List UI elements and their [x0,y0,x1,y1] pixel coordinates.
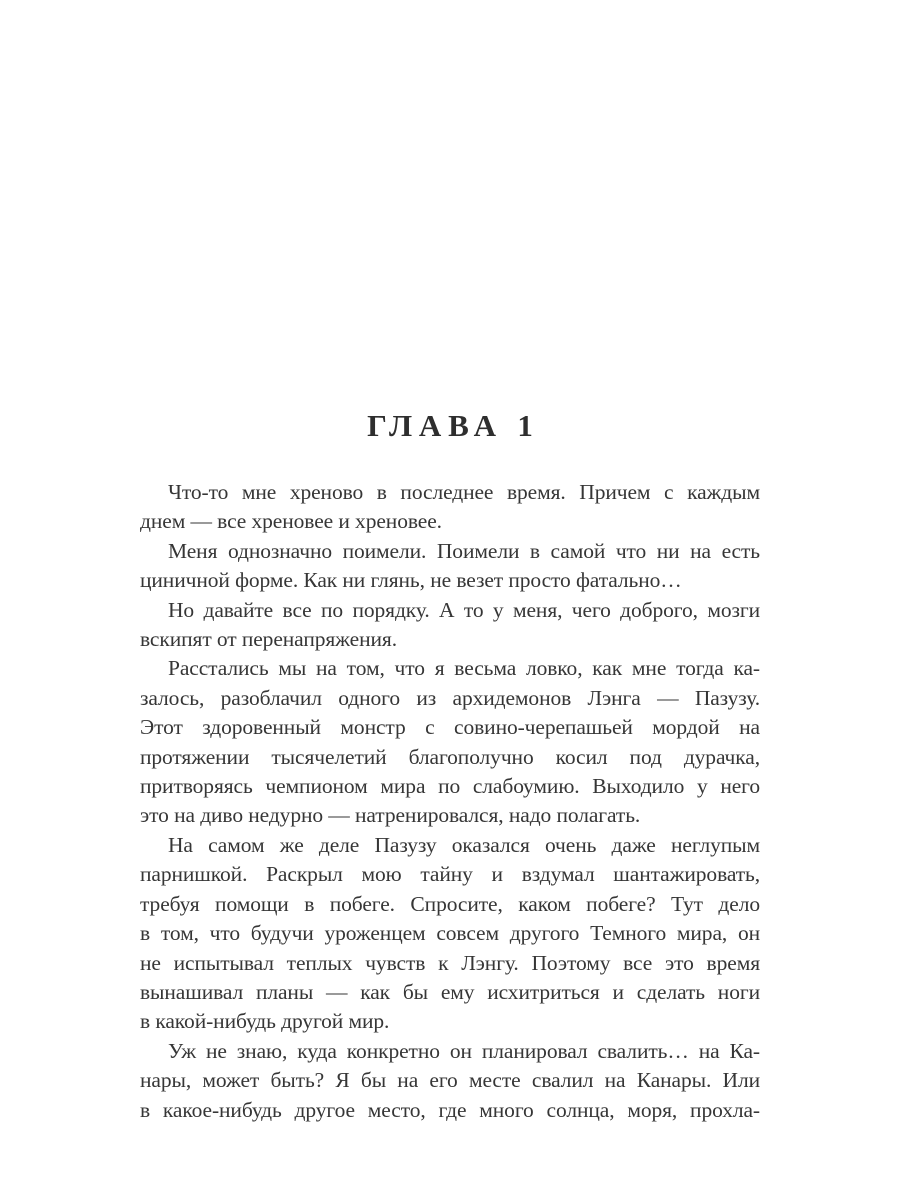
paragraph [140,654,760,830]
text-line: Этот здоровенный монстр с совино-черепашьей мордой на [140,715,760,740]
chapter-heading: ГЛАВА 1 [367,408,540,443]
text-line: парнишкой. Раскрыл мою тайну и вздумал шантажировать, [140,862,760,887]
text-line: Расстались мы на том, что я весьма ловко, как мне тогда ка- [168,656,760,681]
text-line: притворяясь чемпионом мира по слабоумию. Выходило у него [140,774,760,799]
text-line: требуя помощи в побеге. Спросите, каком побеге? Тут дело [140,891,760,916]
chapter-text [140,478,760,1125]
paragraph [140,596,760,655]
text-line: Меня однозначно поимели. Поимели в самой что ни на есть [168,538,760,563]
text-line: в какой-нибудь другой мир. [140,1009,390,1034]
text-line: протяжении тысячелетий благополучно косил под дурачка, [140,744,760,769]
text-line: Что-то мне хреново в последнее время. Причем с каждым [168,480,760,504]
text-line: вынашивал планы — как бы ему исхитриться и сделать ноги [140,979,760,1004]
text-line: циничной форме. Как ни глянь, не везет просто фатально… [140,568,682,593]
text-line: нары, может быть? Я бы на его месте свалил на Канары. Или [140,1068,760,1093]
text-line: вскипят от перенапряжения. [140,627,397,652]
text-line: днем — все хреновее и хреновее. [140,509,442,534]
paragraph [140,478,760,537]
text-line: не испытывал теплых чувств к Лэнгу. Поэтому все это время [140,950,760,975]
paragraph [140,1037,760,1125]
text-line: это на диво недурно — натренировался, надо полагать. [140,803,641,828]
text-line: Но давайте все по порядку. А то у меня, чего доброго, мозги [168,597,760,622]
paragraph [140,831,760,1037]
text-line: в том, что будучи уроженцем совсем другого Темного мира, он [140,921,760,946]
paragraph [140,537,760,596]
text-line: в какое-нибудь другое место, где много солнца, моря, прохла- [140,1097,760,1122]
text-line: Уж не знаю, куда конкретно он планировал свалить… на Ка- [168,1038,760,1063]
text-line: залось, разоблачил одного из архидемонов Лэнга — Пазузу. [140,685,760,710]
text-line: На самом же деле Пазузу оказался очень даже неглупым [168,832,760,857]
